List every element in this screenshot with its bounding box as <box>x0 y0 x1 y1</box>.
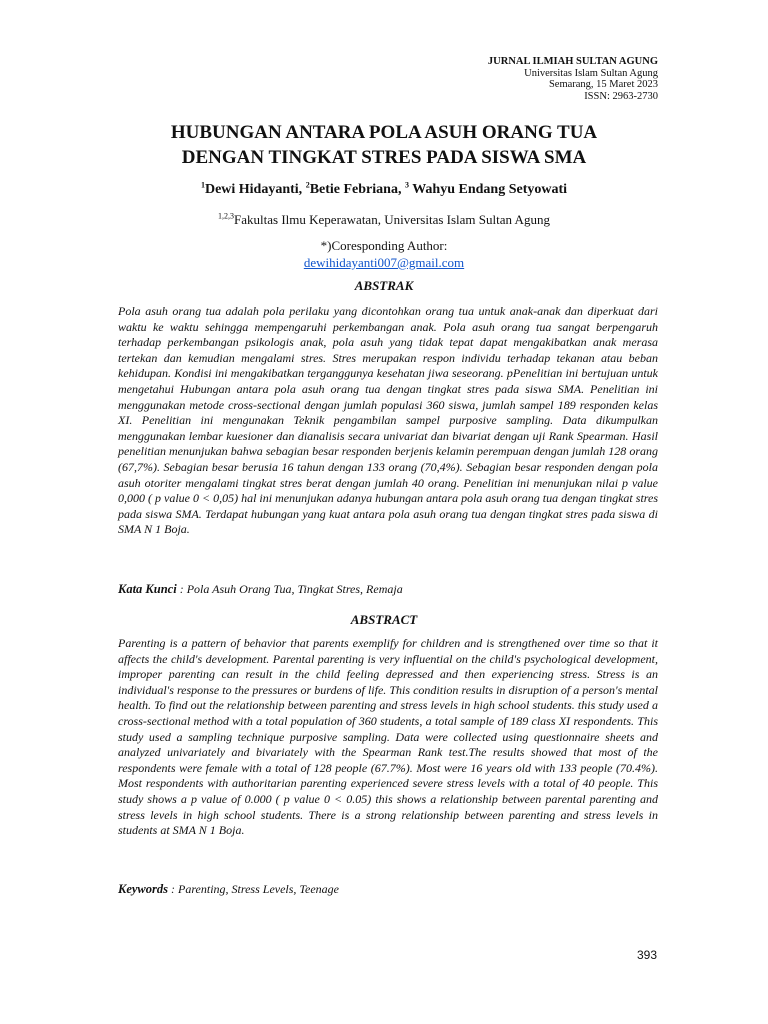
author-2-name: Betie Febriana, <box>309 182 405 197</box>
journal-university: Universitas Islam Sultan Agung <box>524 67 658 79</box>
corresponding-label: *)Coresponding Author: <box>320 238 448 253</box>
title-line-1: HUBUNGAN ANTARA POLA ASUH ORANG TUA <box>170 122 598 143</box>
affiliation <box>90 212 678 228</box>
abstract-heading: ABSTRACT <box>350 612 418 627</box>
author-list <box>90 182 678 198</box>
kata-kunci <box>118 582 658 597</box>
keywords-label: Keywords <box>118 882 168 896</box>
kata-kunci-label: Kata Kunci <box>118 582 177 596</box>
paper-title <box>90 120 678 170</box>
abstract-body: Parenting is a pattern of behavior that parents exemplify for children and is strengthened over time so that it affects the child's development. Parental parenting is very influential on the child's psychological development, improper parenting can result in the child feeling depressed and then experiencing stress. Stress is an individual's response to the pressures or burdens of life. This condition results in disruption of a person's mental health. To find out the relationship between parenting and stress levels in high school students. this study used a cross-sectional method with a total population of 360 students, a total sample of 189 class XI respondents. This study used a sampling technique purposive sampling. Data were collected using questionnaire sheets and analyzed univariately and bivariately with the Spearman Rank test.The results showed that most of the respondents were female with a total of 128 people (67.7%). Most were 16 years old with 133 people (70.4%). Most respondents with authoritarian parenting experienced severe stress levels with a total of 40 people. This study shows a p value of 0.000 ( p value 0 < 0.05) this shows a relationship between parental parenting and stress levels in high school students. There is a strong relationship between parenting and stress levels in students at SMA N 1 Boja. <box>118 636 658 838</box>
journal-name: JURNAL ILMIAH SULTAN AGUNG <box>487 56 658 67</box>
journal-header <box>488 56 658 102</box>
keywords <box>118 882 658 897</box>
kata-kunci-text: : Pola Asuh Orang Tua, Tingkat Stres, Remaja <box>176 582 403 596</box>
title-line-2: DENGAN TINGKAT STRES PADA SISWA SMA <box>181 147 587 168</box>
abstrak-heading: ABSTRAK <box>354 278 414 293</box>
keywords-text: : Parenting, Stress Levels, Teenage <box>168 882 339 896</box>
corresponding-email-link[interactable]: dewihidayanti007@gmail.com <box>303 255 465 270</box>
page-number: 393 <box>637 948 658 962</box>
author-1-name: Dewi Hidayanti, <box>204 182 306 197</box>
journal-issn: ISSN: 2963-2730 <box>584 90 658 102</box>
author-1-sup: 1 <box>200 180 205 190</box>
author-2-sup: 2 <box>305 180 310 190</box>
author-3-sup: 3 <box>404 180 409 190</box>
corresponding-author <box>90 237 678 271</box>
affiliation-text: Fakultas Ilmu Keperawatan, Universitas Islam Sultan Agung <box>234 212 550 227</box>
affiliation-sup: 1,2,3 <box>218 211 235 221</box>
author-3-name: Wahyu Endang Setyowati <box>408 182 568 197</box>
abstrak-body: Pola asuh orang tua adalah pola perilaku yang dicontohkan orang tua untuk anak-anak dan diperkuat dari waktu ke waktu sehingga mempengaruhi perkembangan anak. Pola asuh orang tua sangat berpengaruh terhadap perkembangan psikologis anak, pola asuh yang tidak tepat dapat mengakibatkan anak merasa tertekan dan kemudian mengalami stres. Stres merupakan respon individu terhadap tekanan atau beban kehidupan. Kondisi ini mengakibatkan terganggunya kesehatan jiwa seseorang. pPenelitian ini bertujuan untuk mengetahui Hubungan antara pola asuh orang tua dengan tingkat stres pada siswa SMA. Penelitian ini menggunakan metode cross-sectional dengan jumlah populasi 360 siswa, jumlah sampel 189 responden kelas XI. Penelitian ini mengunakan Teknik pengambilan sampel purposive sampling. Data dikumpulkan menggunakan lembar kuesioner dan dianalisis secara univariat dan bivariat dengan uji Rank Spearman. Hasil penelitian menunjukan bahwa sebagian besar responden berjenis kelamin perempuan dengan jumlah 128 orang (67,7%). Sebagian besar berusia 16 tahun dengan 133 orang (70,4%). Sebagian besar responden dengan pola asuh otoriter mengalami tingkat stres berat dengan jumlah 40 orang. Penelitian ini menunjukan nilai p value 0,000 ( p value 0 < 0,05) hal ini menunjukan adanya hubungan antara pola asuh orang tua dengan tingkat stres pada siswa SMA. Terdapat hubungan yang kuat antara pola asuh orang tua dengan tingkat stres pada siswa di SMA N 1 Boja. <box>118 304 658 537</box>
journal-location-date: Semarang, 15 Maret 2023 <box>548 79 658 90</box>
